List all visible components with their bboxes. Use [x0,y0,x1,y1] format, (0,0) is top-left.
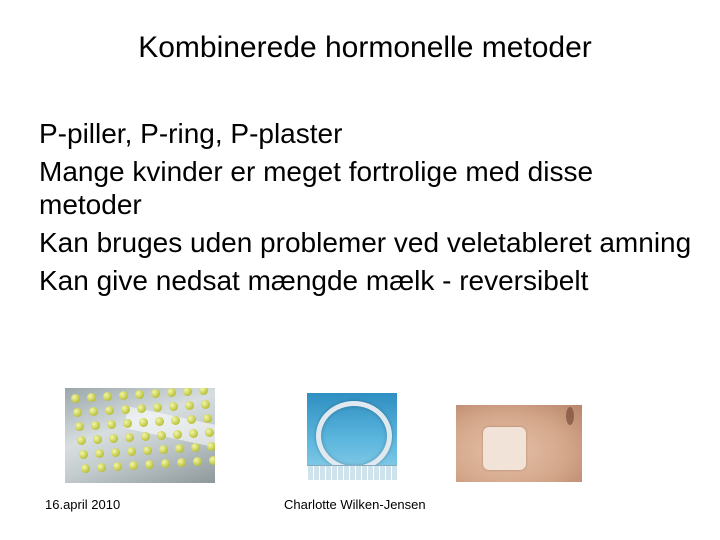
pill-dot [171,416,180,425]
ring-band [316,401,392,471]
pill-dot [113,462,122,471]
pill-dot [109,434,118,443]
bullet-item: Kan give nedsat mængde mælk - reversibelt [39,265,589,296]
pill-dot [183,388,192,396]
ruler-strip [307,465,397,480]
pill-dot [73,408,82,417]
pill-dot [145,460,154,469]
pill-dot [167,388,176,397]
vaginal-ring-photo [307,393,397,480]
patch-square [483,427,526,470]
pill-dot [207,442,215,451]
pill-dot [209,456,215,465]
slide-title: Kombinerede hormonelle metoder [138,31,592,64]
pill-dot [71,394,80,403]
pill-dot [111,448,120,457]
pill-dot [193,457,202,466]
pill-dot [89,407,98,416]
pill-dot [203,414,212,423]
pill-dot [143,446,152,455]
pill-dot [185,401,194,410]
pill-dot [91,421,100,430]
pill-dot [129,461,138,470]
navel-shape [566,407,574,425]
pill-dot [137,404,146,413]
pill-dot [87,393,96,402]
pill-dot [103,392,112,401]
pill-dot [175,444,184,453]
pill-dot [97,463,106,472]
pill-dot [161,459,170,468]
pill-dot [189,429,198,438]
pill-dot [151,389,160,398]
bullet-item: P-piller, P-ring, P-plaster [39,118,343,149]
pill-dot [125,433,134,442]
pill-dot [107,420,116,429]
pill-dot [205,428,214,437]
pill-dot [187,415,196,424]
bullet-item: Kan bruges uden problemer ved veletableret amning [39,227,692,258]
pill-dot [159,445,168,454]
pill-pack-photo [65,388,215,483]
pill-dot [81,464,90,473]
footer-author: Charlotte Wilken-Jensen [284,497,426,512]
footer-date: 16.april 2010 [45,497,121,512]
pill-dot [141,432,150,441]
bullet-item: Mange kvinder er meget fortrolige med disse metoder [39,156,594,220]
pill-dot [199,388,208,395]
pill-pack-label-strip [124,406,215,447]
pill-dot [201,400,210,409]
pill-dot [119,391,128,400]
pill-dot [123,419,132,428]
pill-dot [177,458,186,467]
pill-dot [135,390,144,399]
pill-dot [75,422,84,431]
pill-dot [93,435,102,444]
pill-dot [157,431,166,440]
pill-dot [79,450,88,459]
pill-dot [127,447,136,456]
pill-dot [95,449,104,458]
pill-dot [169,402,178,411]
pill-dot [155,417,164,426]
pill-dot [191,443,200,452]
bullet-list [39,117,699,302]
pill-dot [105,406,114,415]
pill-dot [77,436,86,445]
pill-dot [153,403,162,412]
pill-dot [121,405,130,414]
pill-dot [139,418,148,427]
skin-patch-photo [456,405,582,482]
pill-dot [173,430,182,439]
